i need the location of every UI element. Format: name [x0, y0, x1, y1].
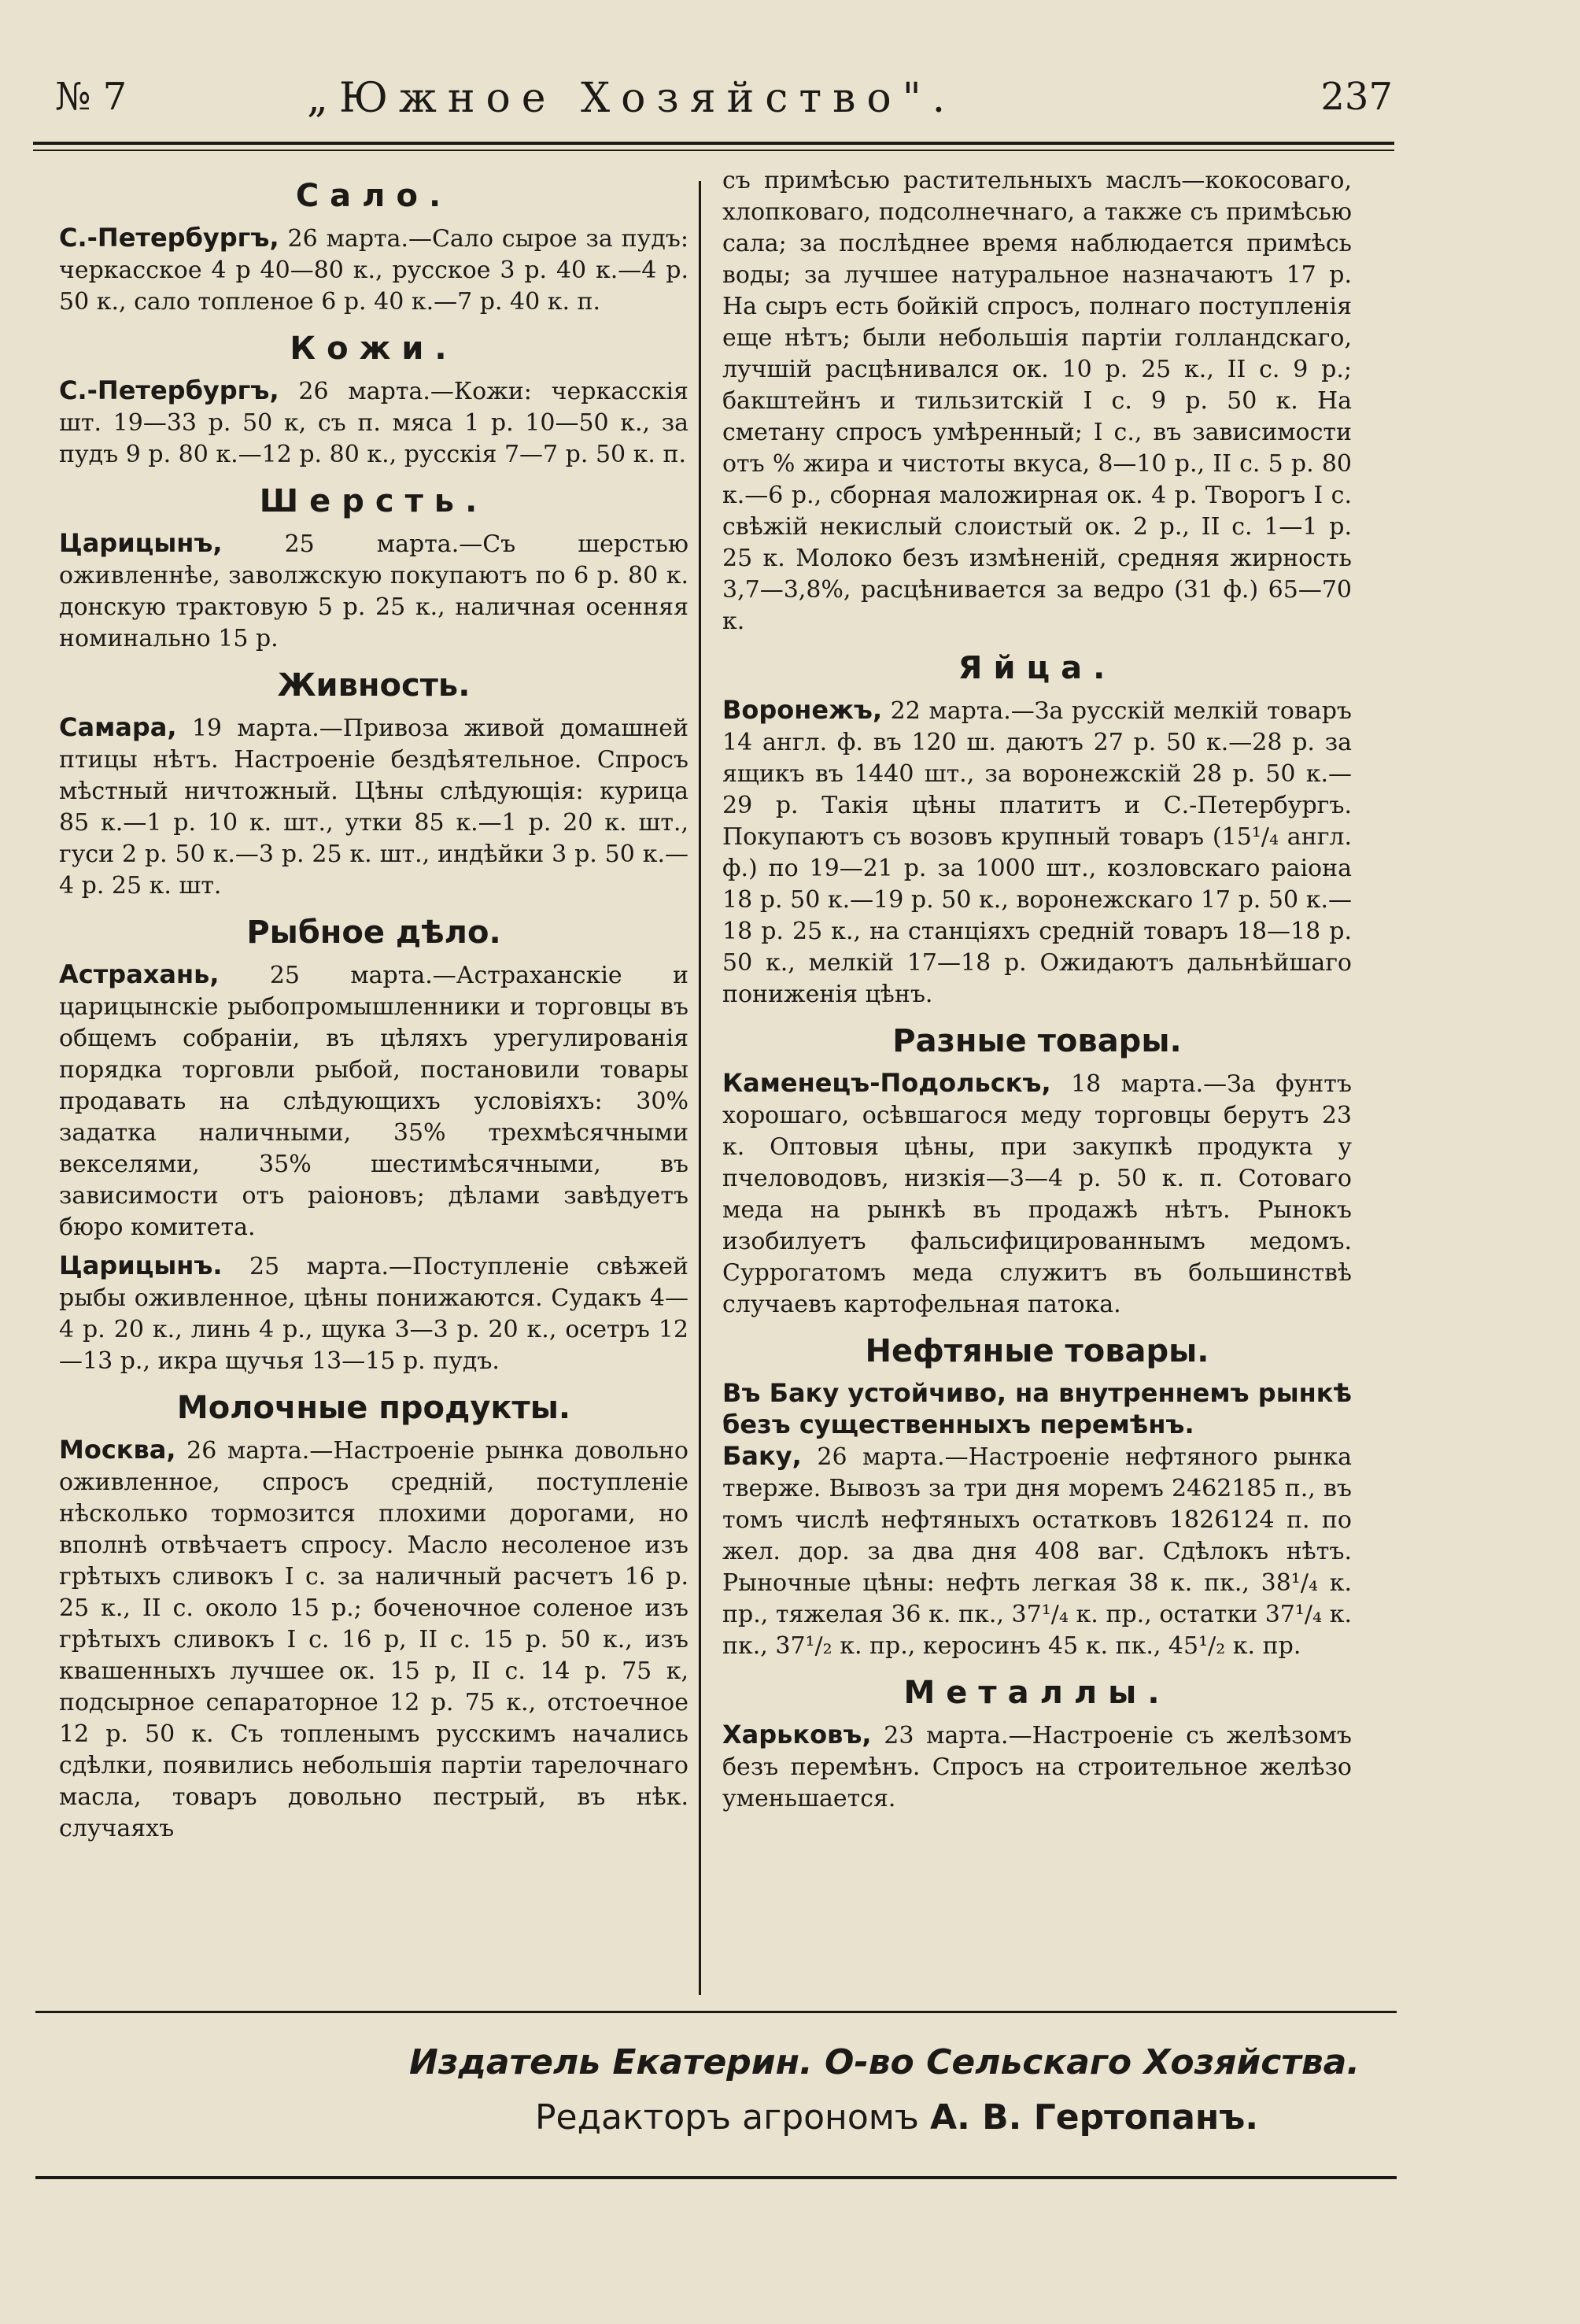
section-kozhi [59, 331, 688, 471]
section-title: Сало. [295, 178, 452, 214]
article-paragraph [722, 694, 1352, 1011]
dateline-city: С.-Петербургъ, [59, 375, 279, 405]
dateline-city: Баку, [722, 1441, 802, 1471]
section-title: Живность. [277, 667, 471, 704]
article-text: 25 марта.—Съ шерстью оживленнѣе, заволжскую покупаютъ по 6 р. 80 к. донскую трактовую 5 р. 25 к., наличная осенняя номинально 15 р. [59, 530, 688, 652]
dateline-city: С.-Петербургъ, [59, 223, 279, 253]
editor-line [535, 2097, 1258, 2137]
page-header [55, 75, 1393, 138]
article-paragraph [722, 1440, 1352, 1662]
article-text: 23 марта.—Настроеніе съ желѣзомъ безъ перемѣнъ. Спросъ на строительное желѣзо уменьшается. [722, 1722, 1352, 1812]
dateline-city: Царицынъ. [59, 1251, 223, 1280]
footer-rule-top [35, 2011, 1397, 2013]
section-rybnoe [59, 914, 688, 1377]
dateline-city: Харьковъ, [722, 1720, 872, 1749]
section-title: Металлы. [903, 1675, 1171, 1711]
footer-rule-bottom [35, 2176, 1397, 2179]
article-paragraph [59, 1250, 688, 1377]
article-text: 25 марта.—Поступленіе свѣжей рыбы оживленное, цѣны понижаются. Судакъ 4—4 р. 20 к., линь 4 р., щука 3—3 р. 20 к., осетръ 12—13 р., икра щучья 13—15 р. пудъ. [59, 1253, 688, 1375]
dateline-city: Астрахань, [59, 959, 220, 989]
bold-intro: Въ Баку устойчиво, на внутреннемъ рынкѣ безъ существенныхъ перемѣнъ. [722, 1378, 1352, 1439]
section-molochnye [59, 1390, 688, 1845]
section-title: Кожи. [290, 331, 458, 367]
editor-prefix: Редакторъ агрономъ [535, 2097, 920, 2137]
publisher-line: Издатель Екатерин. О-во Сельскаго Хозяйства. [409, 2042, 1360, 2082]
section-title: Яйца. [958, 650, 1117, 686]
issue-number: № 7 [55, 75, 127, 119]
article-text: 25 марта.—Астраханскіе и царицынскіе рыбопромышленники и торговцы въ общемъ собраніи, въ цѣляхъ урегулированія порядка торговли рыбой, постановили товары продавать на слѣдующихъ условіяхъ: 30% задатка наличными, 35% трехмѣсячными векселями, 35% шестимѣсячными, въ зависимости отъ раіоновъ; дѣлами завѣдуетъ бюро комитета. [59, 962, 688, 1241]
article-text: 26 марта.—Сало сырое за пудъ: черкасское 4 р 40—80 к., русское 3 р. 40 к.—4 р. 50 к., сало топленое 6 р. 40 к.—7 р. 40 к. п. [59, 225, 688, 316]
section-zhivnost [59, 667, 688, 902]
dateline-city: Царицынъ, [59, 528, 223, 558]
article-text: 26 марта.—Кожи: черкасскія шт. 19—33 р. 50 к, съ п. мяса 1 р. 10—50 к., за пудъ 9 р. 80 к.—12 р. 80 к., русскія 7—7 р. 50 к. п. [59, 378, 688, 468]
editor-name: А. В. Гертопанъ. [930, 2097, 1259, 2137]
dateline-city: Москва, [59, 1435, 176, 1465]
section-raznye [722, 1023, 1352, 1321]
article-paragraph [59, 527, 688, 655]
section-title: Нефтяные товары. [865, 1333, 1209, 1369]
section-title: Шерсть. [259, 483, 489, 519]
section-title: Разные товары. [892, 1023, 1182, 1059]
section-neftyanye [722, 1333, 1352, 1662]
article-paragraph [59, 375, 688, 471]
article-paragraph [722, 1719, 1352, 1815]
section-yaitsa [722, 650, 1352, 1011]
article-paragraph [59, 959, 688, 1243]
section-metally [722, 1675, 1352, 1815]
article-text: 18 марта.—За фунтъ хорошаго, осѣвшагося меду торговцы берутъ 23 к. Оптовыя цѣны, при закупкѣ продукта у пчеловодовъ, низкія—3—4 р. 50 к. п. Сотоваго меда на рынкѣ въ продажѣ нѣтъ. Рынокъ изобилуетъ фальсифицированнымъ медомъ. Суррогатомъ меда служитъ въ большинствѣ случаевъ картофельная патока. [722, 1070, 1352, 1318]
section-salo [59, 178, 688, 318]
section-sherst [59, 483, 688, 655]
section-title: Рыбное дѣло. [246, 914, 501, 951]
article-paragraph [59, 711, 688, 902]
dateline-city: Воронежъ, [722, 695, 883, 725]
article-paragraph [59, 1434, 688, 1845]
dateline-city: Каменецъ-Подольскъ, [722, 1068, 1051, 1098]
article-text: 26 марта.—Настроеніе рынка довольно оживленное, спросъ средній, поступленіе нѣсколько тормозится плохими дорогами, но вполнѣ отвѣчаетъ спросу. Масло несоленое изъ грѣтыхъ сливокъ I с. за наличный расчетъ 16 р. 25 к., II с. около 15 р.; боченочное соленое изъ грѣтыхъ сливокъ I с. 16 р, II с. 15 р. 50 к., изъ квашенныхъ лучшее ок. 15 р, II с. 14 р. 75 к, подсырное сепараторное 12 р. 75 к., отстоечное 12 р. 50 к. Съ топленымъ русскимъ начались сдѣлки, появились небольшія партіи тарелочнаго масла, товаръ довольно пестрый, въ нѣк. случаяхъ [59, 1437, 688, 1842]
journal-title: „Южное Хозяйство". [307, 75, 957, 122]
right-column [722, 165, 1352, 1821]
article-text: 22 марта.—За русскій мелкій товаръ 14 англ. ф. въ 120 ш. даютъ 27 р. 50 к.—28 р. за ящикъ въ 1440 шт., за воронежскій 28 р. 50 к.—29 р. Такія цѣны платитъ и С.-Петербургъ. Покупаютъ съ возовъ крупный товаръ (15¹/₄ англ. ф.) по 19—21 р. за 1000 шт., козловскаго раіона 18 р. 50 к.—19 р. 50 к., воронежскаго 17 р. 50 к.—18 р. 25 к., на станціяхъ средній товаръ 18—18 р. 50 к., мелкій 17—18 р. Ожидаютъ дальнѣйшаго пониженія цѣнъ. [722, 697, 1352, 1008]
continued-paragraph: съ примѣсью растительныхъ маслъ—кокосоваго, хлопковаго, подсолнечнаго, а также съ примѣсью сала; за послѣднее время наблюдается примѣсь воды; за лучшее натуральное назначаютъ 17 р. На сыръ есть бойкій спросъ, полнаго поступленія еще нѣтъ; были небольшія партіи голландскаго, лучшій расцѣнивался ок. 10 р. 25 к., II с. 9 р.; бакштейнъ и тильзитскій I с. 9 р. 50 к. На сметану спросъ умѣренный; I с., въ зависимости отъ % жира и чистоты вкуса, 8—10 р., II с. 5 р. 80 к.—6 р., сборная маложирная ок. 4 р. Творогъ I с. свѣжій некислый слоистый ок. 2 р., II с. 1—1 р. 25 к. Молоко безъ измѣненій, средняя жирность 3,7—3,8%, расцѣнивается за ведро (31 ф.) 65—70 к. [722, 167, 1352, 635]
article-paragraph [59, 222, 688, 318]
article-text: 26 марта.—Настроеніе нефтяного рынка тверже. Вывозъ за три дня моремъ 2462185 п., въ томъ числѣ нефтяныхъ остатковъ 1826124 п. по жел. дор. за два дня 408 ваг. Сдѣлокъ нѣтъ. Рыночные цѣны: нефть легкая 38 к. пк., 38¹/₄ к. пр., тяжелая 36 к. пк., 37¹/₄ к. пр., остатки 37¹/₄ к. пк., 37¹/₂ к. пр., керосинъ 45 к. пк., 45¹/₂ к. пр. [722, 1443, 1352, 1660]
article-paragraph [722, 1067, 1352, 1321]
dateline-city: Самара, [59, 712, 177, 742]
page-number: 237 [1320, 75, 1393, 119]
left-column [59, 165, 688, 1851]
header-rule [33, 142, 1394, 151]
section-title: Молочные продукты. [176, 1390, 571, 1426]
article-text: 19 марта.—Привоза живой домашней птицы нѣтъ. Настроеніе бездѣятельное. Спросъ мѣстный ничтожный. Цѣны слѣдующія: курица 85 к.—1 р. 10 к. шт., утки 85 к.—1 р. 20 к. шт., гуси 2 р. 50 к.—3 р. 25 к. шт., индѣйки 3 р. 50 к.—4 р. 25 к. шт. [59, 715, 688, 900]
column-divider [699, 181, 701, 1995]
